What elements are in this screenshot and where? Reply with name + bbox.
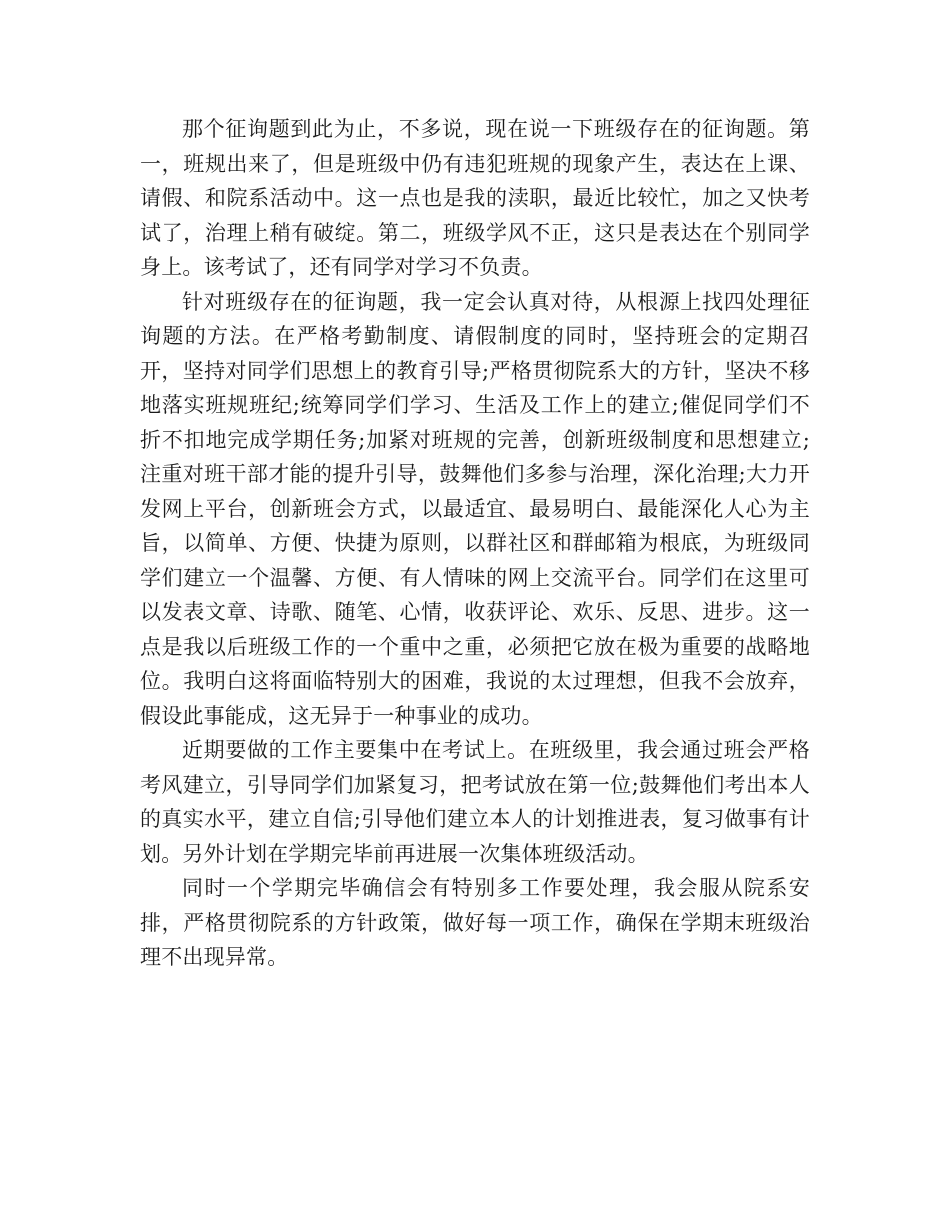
document-body — [140, 112, 810, 975]
paragraph-solutions: 针对班级存在的征询题，我一定会认真对待，从根源上找四处理征询题的方法。在严格考勤制度、请假制度的同时，坚持班会的定期召开，坚持对同学们思想上的教育引导;严格贯彻院系大的方针，坚决不移地落实班规班纪;统筹同学们学习、生活及工作上的建立;催促同学们不折不扣地完成学期任务;加紧对班规的完善，创新班级制度和思想建立;注重对班干部才能的提升引导，鼓舞他们多参与治理，深化治理;大力开发网上平台，创新班会方式，以最适宜、最易明白、最能深化人心为主旨，以简单、方便、快捷为原则，以群社区和群邮箱为根底，为班级同学们建立一个温馨、方便、有人情味的网上交流平台。同学们在这里可以发表文章、诗歌、随笔、心情，收获评论、欢乐、反思、进步。这一点是我以后班级工作的一个重中之重，必须把它放在极为重要的战略地位。我明白这将面临特别大的困难，我说的太过理想，但我不会放弃，假设此事能成，这无异于一种事业的成功。 — [140, 289, 810, 728]
paragraph-closing: 同时一个学期完毕确信会有特别多工作要处理，我会服从院系安排，严格贯彻院系的方针政策，做好每一项工作，确保在学期末班级治理不出现异常。 — [140, 876, 810, 969]
paragraph-existing-problems: 那个征询题到此为止，不多说，现在说一下班级存在的征询题。第一，班规出来了，但是班级中仍有违犯班规的现象产生，表达在上课、请假、和院系活动中。这一点也是我的渎职，最近比较忙，加之又快考试了，治理上稍有破绽。第二，班级学风不正，这只是表达在个别同学身上。该考试了，还有同学对学习不负责。 — [140, 117, 810, 279]
paragraph-exam-plan: 近期要做的工作主要集中在考试上。在班级里，我会通过班会严格考风建立，引导同学们加紧复习，把考试放在第一位;鼓舞他们考出本人的真实水平，建立自信;引导他们建立本人的计划推进表，复习做事有计划。另外计划在学期完毕前再进展一次集体班级活动。 — [140, 738, 810, 866]
